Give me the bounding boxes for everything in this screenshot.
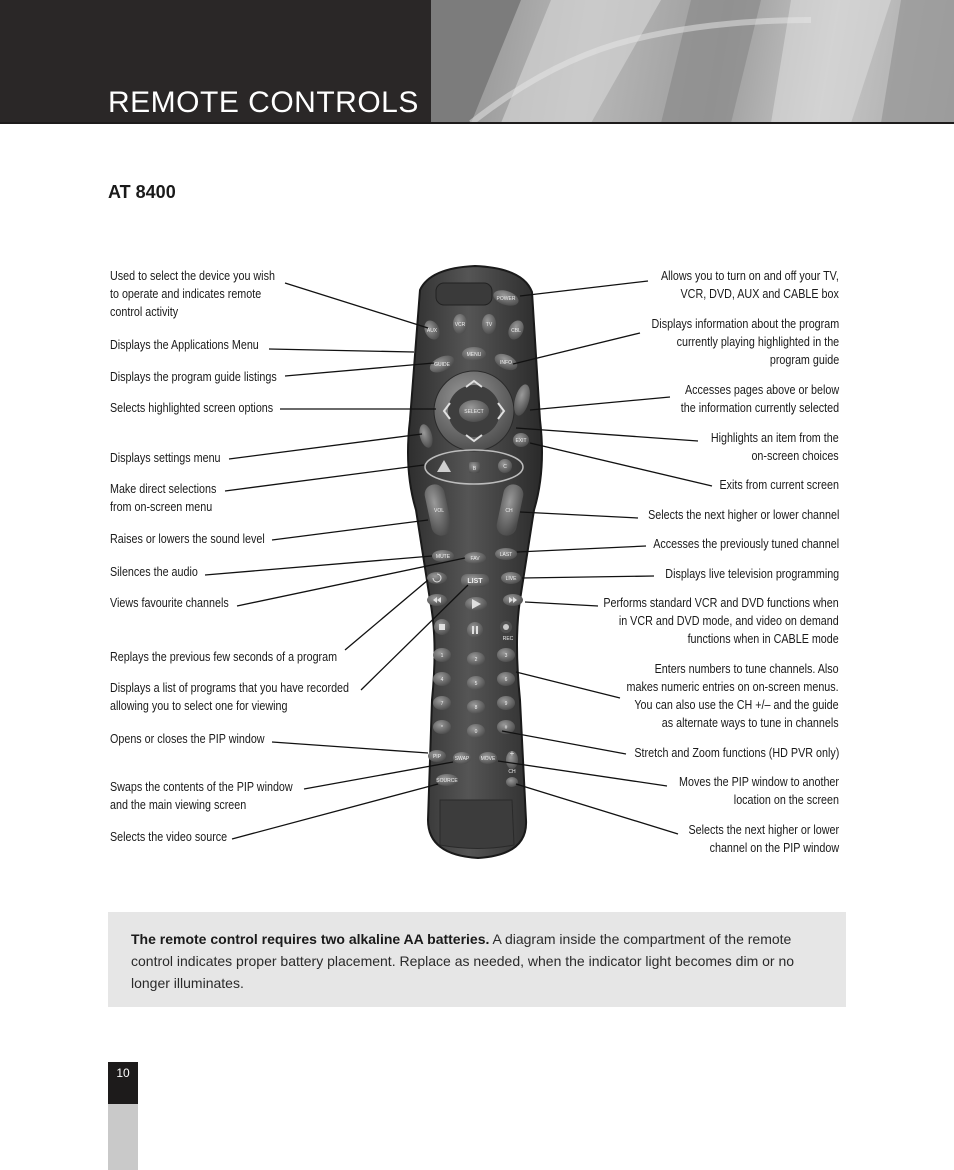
- digit-button[interactable]: [467, 700, 485, 714]
- callout-move: Moves the PIP window to another location on the screen: [679, 775, 839, 807]
- exit-button[interactable]: [513, 433, 529, 447]
- svg-text:FAV: FAV: [470, 556, 480, 562]
- callout-numbers: Enters numbers to tune channels. Also makes numeric entries on on-screen menus. You can also use the CH +/– and the guide as alternate ways to tune in channels: [626, 662, 839, 730]
- move-button[interactable]: [479, 752, 497, 764]
- svg-text:5: 5: [474, 681, 478, 687]
- callout-device-select: Used to select the device you wish to operate and indicates remote control activity: [110, 269, 275, 319]
- svg-text:EXIT: EXIT: [515, 438, 527, 444]
- page-tab-light: [108, 1104, 138, 1170]
- svg-text:TV: TV: [485, 322, 493, 328]
- svg-text:MUTE: MUTE: [435, 554, 451, 560]
- fav-button[interactable]: [464, 552, 486, 564]
- pause-button[interactable]: [467, 622, 483, 638]
- callout-page: Accesses pages above or below the information currently selected: [680, 383, 839, 415]
- svg-text:0: 0: [474, 729, 478, 735]
- digit-button[interactable]: [433, 672, 451, 686]
- digit-button[interactable]: [433, 696, 451, 710]
- svg-text:9: 9: [504, 701, 508, 707]
- digit-button[interactable]: [433, 720, 451, 734]
- stop-icon: [439, 624, 445, 630]
- svg-text:B: B: [472, 466, 477, 472]
- callout-direct-selections: Make direct selections from on-screen menu: [110, 482, 217, 514]
- fast-forward-button[interactable]: [503, 594, 523, 606]
- pip-button[interactable]: [428, 750, 446, 762]
- c-button[interactable]: [498, 459, 512, 473]
- svg-text:PIP: PIP: [432, 754, 442, 760]
- page-tab: [108, 1062, 138, 1104]
- select-button[interactable]: [459, 400, 489, 422]
- svg-text:AUX: AUX: [426, 328, 438, 334]
- vcr-button[interactable]: [453, 314, 467, 334]
- svg-text:3: 3: [504, 653, 508, 659]
- model-heading: AT 8400: [108, 182, 176, 202]
- battery-note-body: A diagram inside the compartment of the remote control indicates proper battery placement. Replace as needed, when the indicator light becomes dim or no longer illuminates.: [131, 931, 795, 991]
- digit-button[interactable]: [497, 648, 515, 662]
- svg-text:2: 2: [474, 657, 478, 663]
- replay-button[interactable]: [427, 572, 447, 584]
- battery-note: [108, 912, 846, 1007]
- battery-note-bold: The remote control requires two alkaline AA batteries.: [131, 931, 490, 947]
- battery-note-text: [131, 928, 821, 994]
- callout-channel: Selects the next higher or lower channel: [647, 508, 839, 522]
- callout-stretch-zoom: Stretch and Zoom functions (HD PVR only): [634, 746, 839, 760]
- record-icon: [503, 624, 509, 630]
- callout-transport: Performs standard VCR and DVD functions when in VCR and DVD mode, and video on demand functions when in CABLE mode: [603, 596, 839, 646]
- callout-select: Selects highlighted screen options: [110, 401, 274, 415]
- svg-text:VOL: VOL: [433, 508, 445, 514]
- digit-button[interactable]: [467, 652, 485, 666]
- svg-text:1: 1: [440, 653, 444, 659]
- callout-replay: Replays the previous few seconds of a program: [110, 650, 338, 664]
- live-button[interactable]: [501, 572, 521, 584]
- svg-text:INFO: INFO: [500, 360, 512, 366]
- callout-applications-menu: Displays the Applications Menu: [110, 338, 259, 352]
- svg-text:SOURCE: SOURCE: [436, 778, 458, 784]
- svg-text:CH: CH: [508, 769, 516, 775]
- play-button[interactable]: [465, 597, 487, 611]
- svg-text:MENU: MENU: [466, 352, 482, 358]
- svg-text:C: C: [503, 464, 507, 470]
- svg-text:LIST: LIST: [467, 578, 483, 585]
- svg-text:GUIDE: GUIDE: [434, 362, 450, 368]
- svg-text:+: +: [509, 749, 515, 758]
- callout-swap: Swaps the contents of the PIP window and the main viewing screen: [110, 780, 293, 812]
- svg-text:7: 7: [440, 701, 444, 707]
- svg-text:4: 4: [440, 677, 444, 683]
- digit-button[interactable]: [433, 648, 451, 662]
- digit-button[interactable]: [467, 676, 485, 690]
- tv-button[interactable]: [482, 314, 496, 334]
- callout-info: Displays information about the program currently playing highlighted in the program guide: [651, 317, 839, 367]
- list-button[interactable]: [461, 574, 489, 587]
- callout-power: Allows you to turn on and off your TV, VCR, DVD, AUX and CABLE box: [661, 269, 839, 301]
- svg-text:LAST: LAST: [499, 552, 513, 558]
- callout-volume: Raises or lowers the sound level: [110, 532, 265, 546]
- svg-text:LIVE: LIVE: [505, 576, 517, 582]
- callout-favourites: Views favourite channels: [110, 596, 229, 610]
- svg-text:#: #: [504, 725, 508, 731]
- digit-button[interactable]: [497, 696, 515, 710]
- menu-button[interactable]: [462, 347, 486, 361]
- svg-text:POWER: POWER: [496, 296, 516, 302]
- last-button[interactable]: [495, 548, 517, 560]
- svg-text:CH: CH: [505, 508, 513, 514]
- pause-icon: [472, 626, 474, 634]
- callout-list: Displays a list of programs that you have recorded allowing you to select one for viewing: [110, 681, 350, 713]
- svg-text:SWAP: SWAP: [454, 756, 470, 762]
- callout-pip-channel: Selects the next higher or lower channel on the PIP window: [688, 823, 839, 855]
- page-title: REMOTE CONTROLS: [108, 86, 419, 119]
- svg-text:8: 8: [474, 705, 478, 711]
- svg-text:CBL: CBL: [511, 328, 521, 334]
- callout-mute: Silences the audio: [110, 565, 198, 579]
- callout-pip: Opens or closes the PIP window: [110, 732, 265, 746]
- swap-button[interactable]: [453, 752, 471, 764]
- svg-text:6: 6: [504, 677, 508, 683]
- callout-settings-menu: Displays settings menu: [110, 451, 221, 465]
- b-button[interactable]: [469, 462, 480, 473]
- stop-button[interactable]: [434, 619, 450, 635]
- callout-highlight: Highlights an item from the on-screen choices: [711, 431, 839, 463]
- digit-button[interactable]: [467, 724, 485, 738]
- svg-text:MOVE: MOVE: [480, 756, 496, 762]
- mute-button[interactable]: [432, 550, 454, 562]
- svg-text:SELECT: SELECT: [464, 409, 484, 415]
- callout-exit: Exits from current screen: [719, 478, 839, 492]
- callout-program-guide: Displays the program guide listings: [110, 370, 277, 384]
- callout-last: Accesses the previously tuned channel: [653, 537, 839, 551]
- callout-live: Displays live television programming: [665, 567, 839, 581]
- svg-text:*: *: [441, 725, 443, 731]
- rewind-button[interactable]: [427, 594, 447, 606]
- page-number: 10: [116, 1066, 130, 1080]
- svg-text:VCR: VCR: [454, 322, 466, 328]
- digit-button[interactable]: [497, 672, 515, 686]
- svg-text:REC: REC: [502, 636, 514, 642]
- callout-source: Selects the video source: [110, 830, 228, 844]
